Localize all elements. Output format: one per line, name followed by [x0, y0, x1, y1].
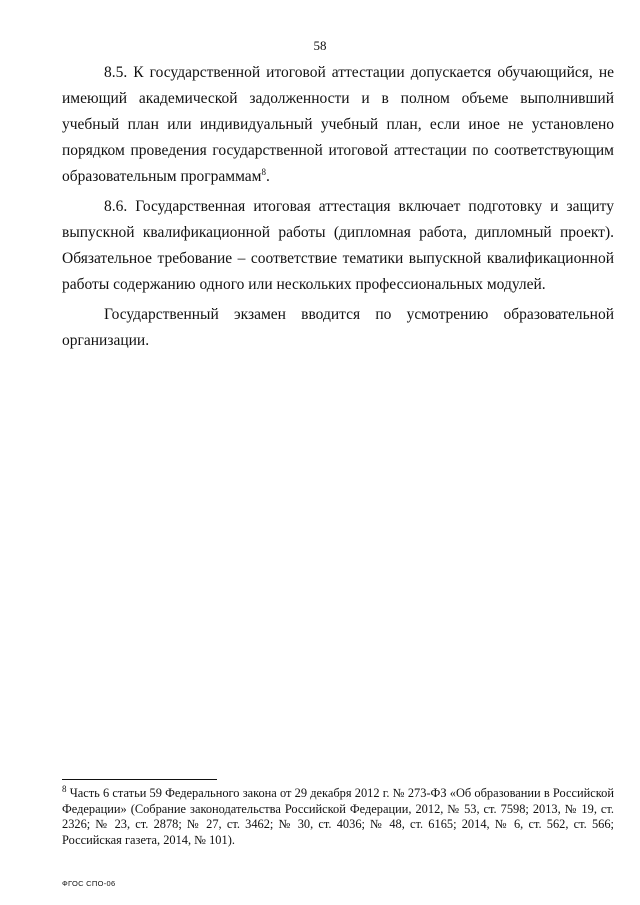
- paragraph-8-5-text: 8.5. К государственной итоговой аттестации допускается обучающийся, не имеющий академической задолженности и в полном объеме выполнивший учебный план или индивидуальный учебный план, если иное не установлено порядком проведения государственной итоговой аттестации по соответствующим образовательным программам: [62, 64, 614, 185]
- page-number: 58: [313, 38, 327, 53]
- footnote: [62, 783, 614, 848]
- paragraph-8-5: [62, 60, 614, 190]
- footnote-text: Часть 6 статьи 59 Федерального закона от 29 декабря 2012 г. № 273-ФЗ «Об образовании в Российской Федерации» (Собрание законодательства Российской Федерации, 2012, № 53, ст. 7598; 2013, № 19, ст. 2326; № 23, ст. 2878; № 27, ст. 3462; № 30, ст. 4036; № 48, ст. 6165; 2014, № 6, ст. 562, ст. 566; Российская газета, 2014, № 101).: [62, 786, 614, 847]
- footnote-separator: [62, 779, 217, 780]
- footnote-number: 8: [62, 783, 67, 794]
- footnote-reference: 8: [261, 166, 266, 177]
- footnote-8: [62, 783, 614, 848]
- main-text: [62, 60, 614, 358]
- footer-document-code: ФГОС СПО-06: [62, 879, 116, 888]
- paragraph-8-6: 8.6. Государственная итоговая аттестация включает подготовку и защиту выпускной квалификационной работы (дипломная работа, дипломный проект). Обязательное требование – соответствие тематики выпускной квалификационной работы содержанию одного или нескольких профессиональных модулей.: [62, 198, 614, 293]
- paragraph-state-exam: Государственный экзамен вводится по усмотрению образовательной организации.: [62, 306, 614, 349]
- paragraph-8-5-tail: .: [265, 168, 270, 185]
